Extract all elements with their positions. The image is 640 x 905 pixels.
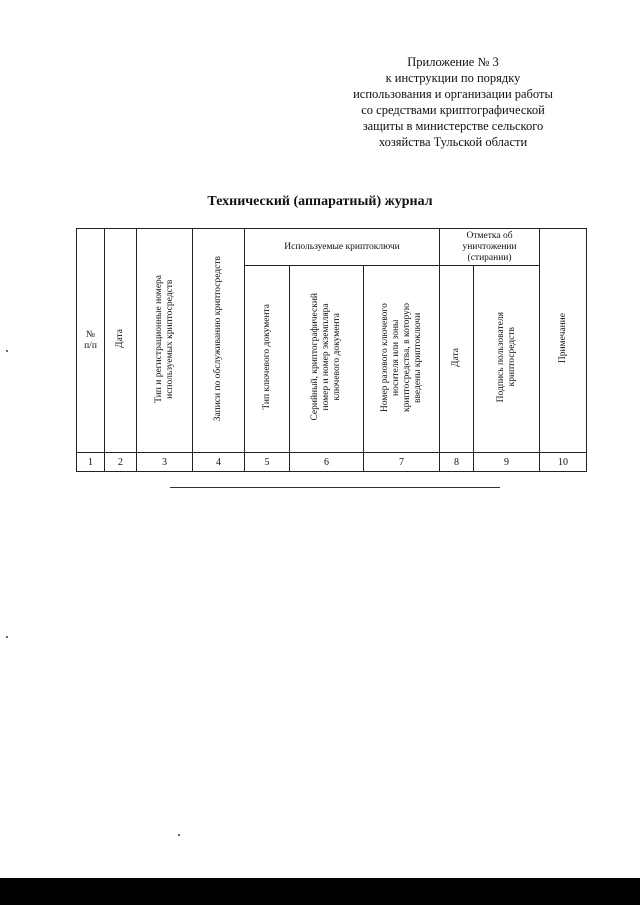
- column-number: 8: [440, 453, 474, 472]
- journal-table: [76, 228, 587, 472]
- scan-speck: [178, 834, 180, 836]
- column-number: 1: [77, 453, 105, 472]
- scan-bottom-border: [0, 878, 640, 905]
- header-signature: Подпись пользователя криптосредств: [474, 266, 540, 453]
- header-destruction-date: Дата: [440, 266, 474, 453]
- column-number: 4: [193, 453, 245, 472]
- journal-title: Технический (аппаратный) журнал: [207, 194, 433, 209]
- header-media-no: Номер разового ключевого носителя или зоны криптосредства, в которую введены криптоключи: [364, 266, 440, 453]
- appendix-line: со средствами криптографической: [361, 103, 545, 117]
- header-serial: Серийный, криптографический номер и номер экземпляра ключевого документа: [290, 266, 364, 453]
- appendix-header: [318, 54, 588, 150]
- scan-speck: [6, 350, 8, 352]
- column-number: 2: [105, 453, 137, 472]
- header-key-doc-type: Тип ключевого документа: [245, 266, 290, 453]
- header-note: Примечание: [540, 229, 587, 453]
- header-group-destruction: Отметка об уничтожении (стирании): [440, 229, 540, 266]
- column-number: 10: [540, 453, 587, 472]
- column-number: 3: [137, 453, 193, 472]
- header-group-keys: Используемые криптоключи: [245, 229, 440, 266]
- header-records: Записи по обслуживанию криптосредств: [193, 229, 245, 453]
- column-number: 5: [245, 453, 290, 472]
- column-number: 7: [364, 453, 440, 472]
- appendix-line: хозяйства Тульской области: [378, 135, 528, 149]
- horizontal-rule: [170, 487, 500, 488]
- header-date: Дата: [105, 229, 137, 453]
- scan-speck: [6, 636, 8, 638]
- column-number: 9: [474, 453, 540, 472]
- appendix-line: защиты в министерстве сельского: [362, 119, 544, 133]
- column-number-row: [77, 453, 587, 472]
- column-number: 6: [290, 453, 364, 472]
- header-row-top: [77, 229, 587, 266]
- appendix-line: использования и организации работы: [353, 87, 553, 101]
- header-type-reg: Тип и регистрационные номера используемых криптосредств: [137, 229, 193, 453]
- appendix-line: к инструкции по порядку: [385, 71, 521, 85]
- appendix-line: Приложение № 3: [407, 55, 499, 69]
- header-num: № п/п: [77, 229, 105, 453]
